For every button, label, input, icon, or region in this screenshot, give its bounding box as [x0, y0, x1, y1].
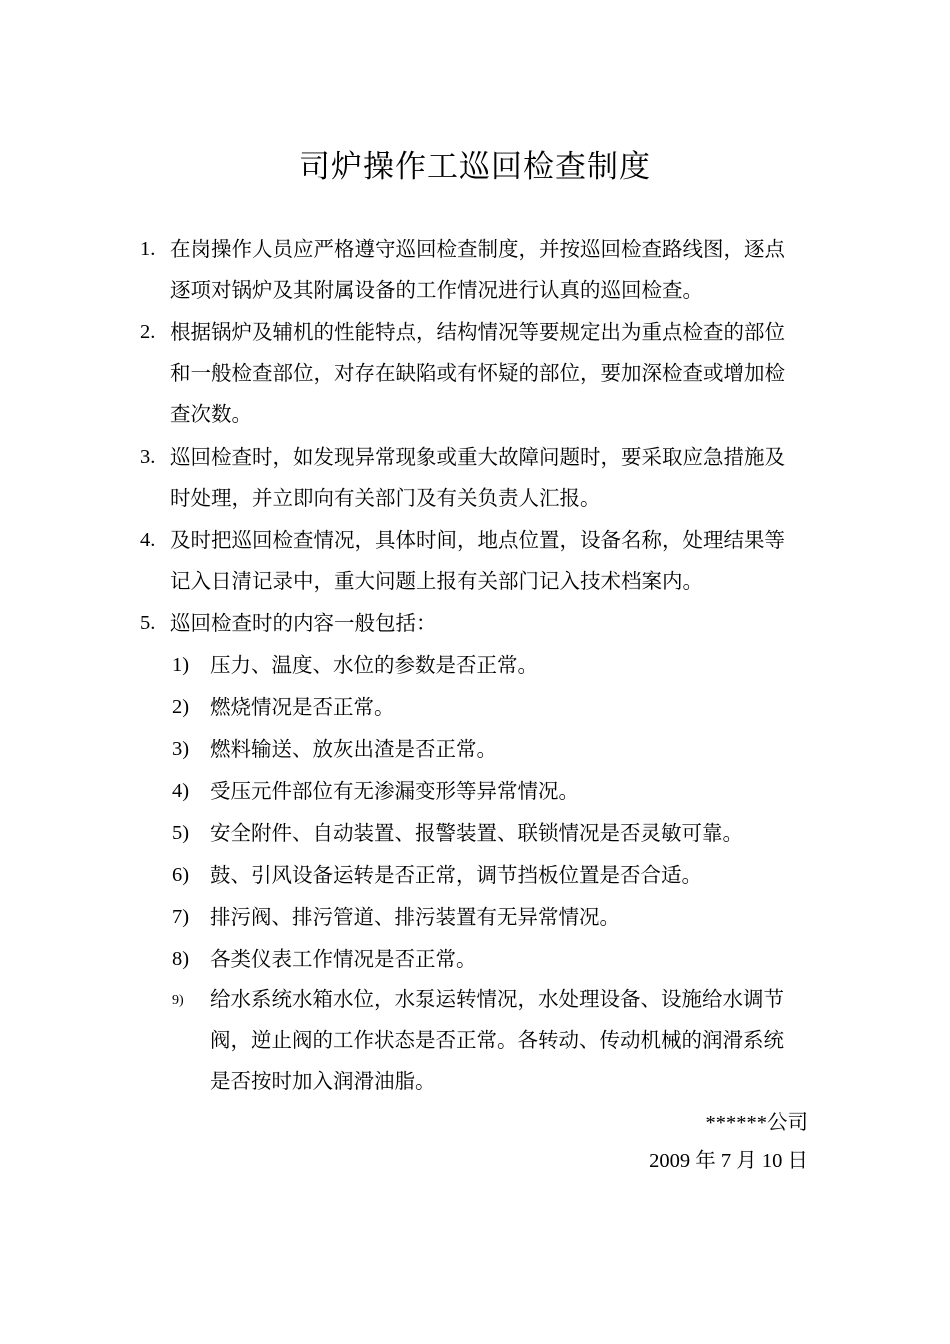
list-number: 4.: [140, 529, 156, 551]
list-text: 巡回检查时，如发现异常现象或重大故障问题时，要采取应急措施及时处理，并立即向有关部门及有关负责人汇报。: [170, 445, 785, 510]
sub-item-1: [172, 645, 800, 686]
list-item-3: [140, 437, 802, 519]
list-number: 1.: [140, 238, 156, 260]
list-number: 5.: [140, 612, 156, 634]
sub-number: 3): [172, 738, 190, 760]
list-item-4: [140, 520, 802, 602]
sub-text: 排污阀、排污管道、排污装置有无异常情况。: [210, 905, 620, 929]
sub-text: 各类仪表工作情况是否正常。: [210, 947, 477, 971]
sub-item-9: [172, 979, 800, 1102]
list-text: 巡回检查时的内容一般包括：: [170, 611, 437, 635]
list-text: 在岗操作人员应严格遵守巡回检查制度，并按巡回检查路线图，逐点逐项对锅炉及其附属设备的工作情况进行认真的巡回检查。: [170, 237, 785, 302]
sub-number: 7): [172, 906, 190, 928]
sub-text: 受压元件部位有无渗漏变形等异常情况。: [210, 779, 579, 803]
list-text: 根据锅炉及辅机的性能特点，结构情况等要规定出为重点检查的部位和一般检查部位，对存在缺陷或有怀疑的部位，要加深检查或增加检查次数。: [170, 320, 785, 426]
sub-number: 2): [172, 696, 190, 718]
sub-text: 安全附件、自动装置、报警装置、联锁情况是否灵敏可靠。: [210, 821, 743, 845]
sub-number: 4): [172, 780, 190, 802]
sub-item-2: [172, 687, 800, 728]
sub-number: 5): [172, 822, 190, 844]
sub-number: 9): [172, 993, 184, 1008]
sub-item-7: [172, 897, 800, 938]
list-text: 及时把巡回检查情况，具体时间，地点位置，设备名称，处理结果等记入日清记录中，重大问题上报有关部门记入技术档案内。: [170, 528, 785, 593]
sub-text: 鼓、引风设备运转是否正常，调节挡板位置是否合适。: [210, 863, 702, 887]
sub-item-4: [172, 771, 800, 812]
sub-text: 燃烧情况是否正常。: [210, 695, 395, 719]
sub-number: 6): [172, 864, 190, 886]
document-title: 司炉操作工巡回检查制度: [299, 149, 651, 185]
signature-company: ******公司: [705, 1112, 808, 1134]
sub-text: 给水系统水箱水位，水泵运转情况，水处理设备、设施给水调节阀，逆止阀的工作状态是否正常。各转动、传动机械的润滑系统是否按时加入润滑油脂。: [210, 987, 784, 1093]
sub-item-6: [172, 855, 800, 896]
list-item-1: [140, 229, 802, 311]
sub-number: 8): [172, 948, 190, 970]
sub-text: 压力、温度、水位的参数是否正常。: [210, 653, 538, 677]
sub-number: 1): [172, 654, 190, 676]
sub-text: 燃料输送、放灰出渣是否正常。: [210, 737, 497, 761]
sub-item-3: [172, 729, 800, 770]
sub-item-5: [172, 813, 800, 854]
list-number: 3.: [140, 446, 156, 468]
list-item-5: [140, 603, 802, 644]
list-item-2: [140, 312, 802, 435]
list-number: 2.: [140, 321, 156, 343]
signature-date: 2009 年 7 月 10 日: [649, 1150, 808, 1172]
sub-item-8: [172, 939, 800, 980]
